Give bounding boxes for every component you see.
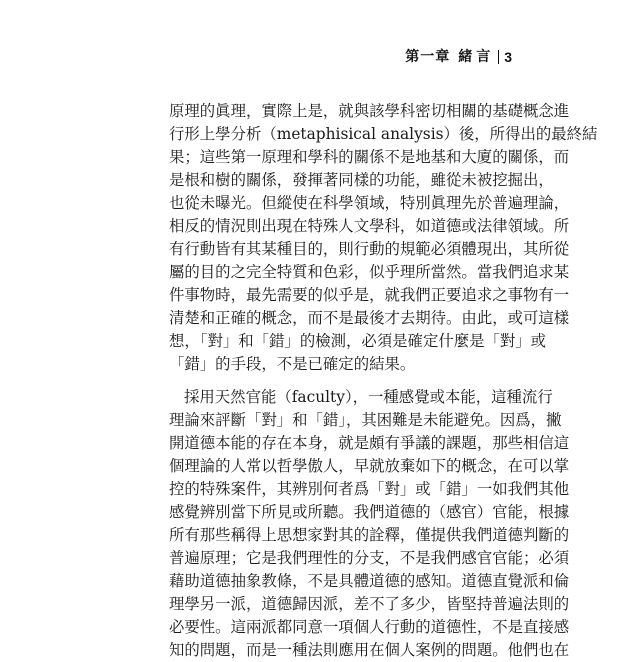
paragraph xyxy=(169,100,598,376)
text-line: 理論來評斷「對」和「錯」，其困難是未能避免。因爲，撇 xyxy=(169,411,562,429)
text-line: 也從未曝光。但縱使在科學領域，特別眞理先於普遍理論， xyxy=(169,194,570,212)
text-line: 普遍原理；它是我們理性的分支，不是我們感官官能；必須 xyxy=(169,549,570,567)
text-line: 件事物時，最先需要的似乎是，就我們正要追求之事物有一 xyxy=(169,286,570,304)
text-line: 是根和樹的關係，發揮著同樣的功能，雖從未被挖掘出， xyxy=(169,171,554,189)
text-line: 感覺辨別當下所見或所聽。我們道德的（感官）官能，根據 xyxy=(169,503,570,521)
text-line: 有行動皆有其某種目的，則行動的規範必須體現出，其所從 xyxy=(169,240,570,258)
header-divider xyxy=(498,50,499,64)
running-header xyxy=(405,49,512,65)
text-line: 控的特殊案件，其辨別何者爲「對」或「錯」一如我們其他 xyxy=(169,480,570,498)
text-line: 理學另一派，道德歸因派，差不了多少，皆堅持普遍法則的 xyxy=(169,595,570,613)
text-line: 清楚和正確的概念，而不是最後才去期待。由此，或可這樣 xyxy=(169,309,570,327)
paragraph-gap xyxy=(169,376,497,386)
text-line: 必要性。這兩派都同意一項個人行動的道德性，不是直接感 xyxy=(169,618,570,636)
text-line: 知的問題，而是一種法則應用在個人案例的問題。他們也在 xyxy=(169,641,570,659)
text-line: 屬的目的之完全特質和色彩，似乎理所當然。當我們追求某 xyxy=(169,263,570,281)
text-line: 相反的情況則出現在特殊人文學科，如道德或法律領域。所 xyxy=(169,217,570,235)
chapter-label: 第一章 xyxy=(405,49,451,65)
text-line: 採用天然官能（faculty），一種感覺或本能，這種流行 xyxy=(184,388,553,406)
text-line: 「錯」的手段，不是已確定的結果。 xyxy=(169,355,416,373)
text-line: 藉助道德抽象教條，不是具體道德的感知。道德直覺派和倫 xyxy=(169,572,570,590)
text-line: 所有那些稱得上思想家對其的詮釋，僅提供我們道德判斷的 xyxy=(169,526,570,544)
chapter-title: 緒言 xyxy=(458,49,495,65)
text-line: 原理的眞理，實際上是，就與該學科密切相關的基礎概念進 xyxy=(169,102,570,120)
text-line: 開道德本能的存在本身，就是頗有爭議的課題，那些相信這 xyxy=(169,434,570,452)
paragraph xyxy=(169,386,570,662)
text-line: 果；這些第一原理和學科的關係不是地基和大廈的關係，而 xyxy=(169,148,570,166)
text-line: 行形上學分析（metaphisical analysis）後，所得出的最終結 xyxy=(169,125,598,143)
text-line: 個理論的人常以哲學傲人，早就放棄如下的概念，在可以掌 xyxy=(169,457,570,475)
page-number: 3 xyxy=(504,49,512,65)
body-text xyxy=(169,100,598,662)
text-line: 想，「對」和「錯」的檢測，必須是確定什麼是「對」或 xyxy=(169,332,547,350)
